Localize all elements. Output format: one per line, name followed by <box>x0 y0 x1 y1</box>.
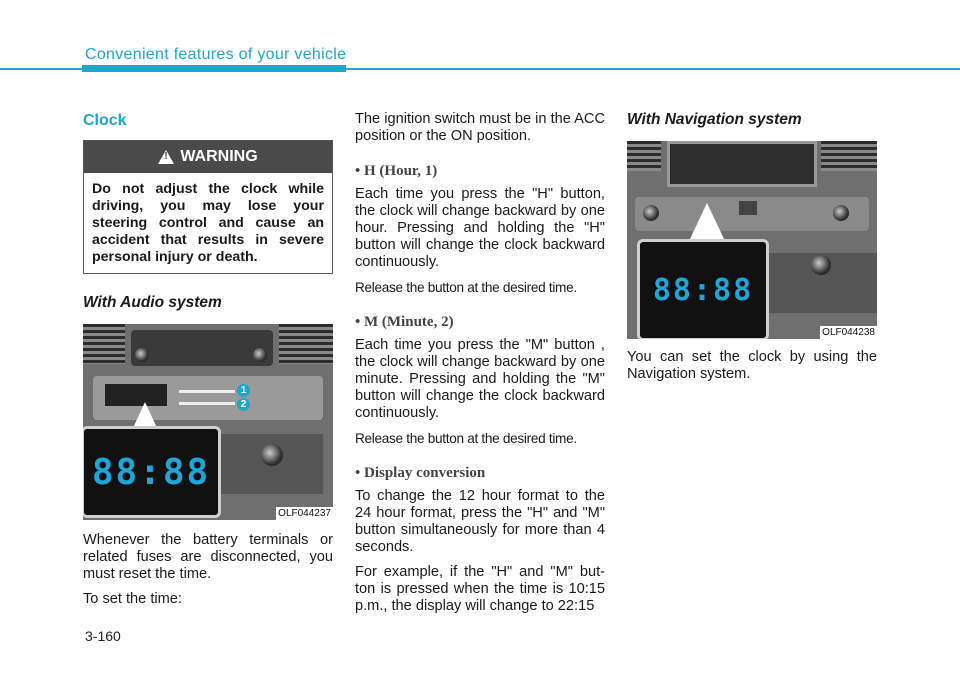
audio-figure <box>83 324 333 520</box>
column-3 <box>627 108 877 391</box>
para-h: Each time you press the "H" button, the clock will change backward by one hour. Pressing and holding the "H" button will change the clock backward continuously. <box>355 186 605 270</box>
nav-subhead: With Navigation system <box>627 111 802 128</box>
audio-subhead: With Audio system <box>83 294 222 311</box>
para-set-time: To set the time: <box>83 591 182 607</box>
para-nav: You can set the clock by using the Navigation system. <box>627 349 877 382</box>
para-m-release: Release the button at the desired time. <box>355 431 577 446</box>
warning-label: WARNING <box>180 148 258 165</box>
para-h-release: Release the button at the desired time. <box>355 280 577 295</box>
nav-figure-code: OLF044238 <box>822 327 875 338</box>
para-m: Each time you press the "M" button , the clock will change backward by one minute. Pressing and holding the "M" button will change the clock backward continuously. <box>355 337 605 421</box>
warning-icon <box>158 150 174 164</box>
audio-lcd <box>83 426 221 518</box>
nav-lcd-digits: 88:88 <box>652 272 754 308</box>
column-1 <box>83 108 333 616</box>
warning-box <box>83 140 333 274</box>
page-number: 3-160 <box>85 628 121 644</box>
header-title: Convenient features of your vehicle <box>85 46 347 63</box>
bullet-display-head: • Display conversion <box>355 465 486 481</box>
para-ignition: The ignition switch must be in the ACC position or the ON position. <box>355 111 605 144</box>
para-display-1: To change the 12 hour format to the 24 hour format, press the "H" and "M" button simultaneously for more than 4 seconds. <box>355 488 605 555</box>
header-tab <box>82 65 346 72</box>
nav-figure <box>627 141 877 339</box>
para-display-2: For example, if the "H" and "M" but-ton is pressed when the time is 10:15 p.m., the display will change to 22:15 <box>355 564 605 614</box>
nav-lcd <box>637 239 769 339</box>
audio-lcd-digits: 88:88 <box>91 451 211 493</box>
column-2 <box>355 108 605 623</box>
warning-header <box>84 141 332 173</box>
bullet-m-head: • M (Minute, 2) <box>355 314 454 330</box>
badge-2: 2 <box>237 398 250 411</box>
para-battery: Whenever the battery terminals or related fuses are disconnected, you must reset the time. <box>83 532 333 582</box>
bullet-h-head: • H (Hour, 1) <box>355 163 438 179</box>
warning-text: Do not adjust the clock while driving, you may lose your steering control and cause an accident that results in severe personal injury or death. <box>92 181 324 265</box>
badge-1: 1 <box>237 384 250 397</box>
figure-code: OLF044237 <box>278 508 331 519</box>
section-title: Clock <box>83 112 127 129</box>
